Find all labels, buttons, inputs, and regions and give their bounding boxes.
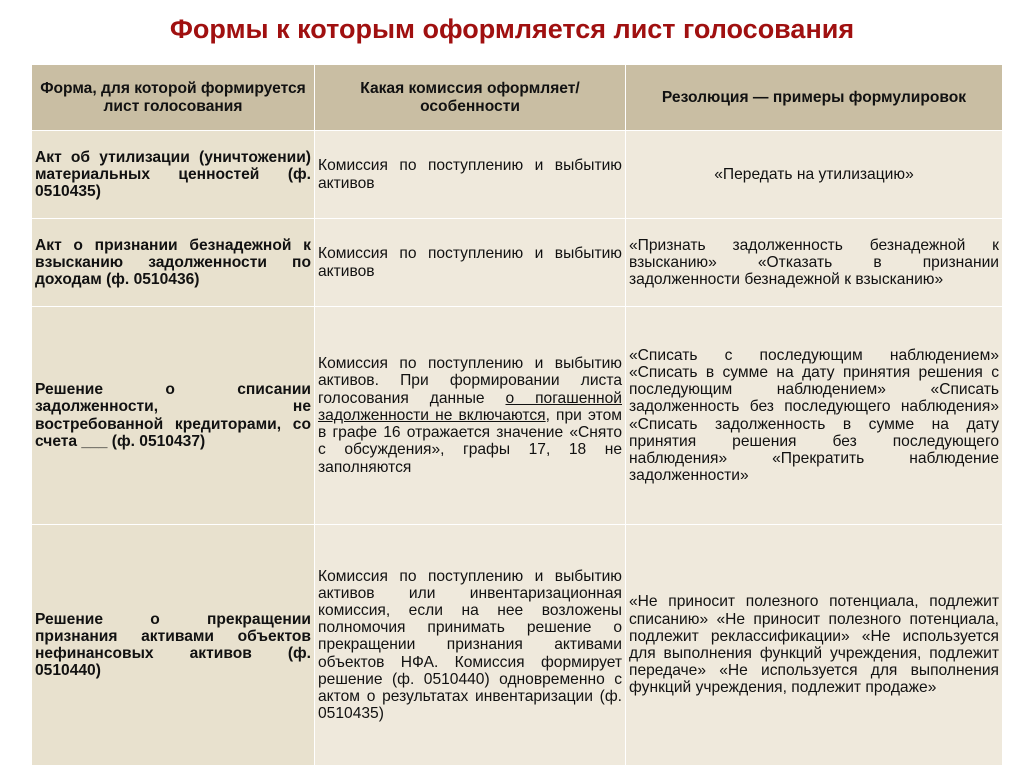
page-title: Формы к которым оформляется лист голосования [169, 14, 855, 44]
row-commission-cell: Комиссия по поступлению и выбытию активов [315, 131, 626, 219]
table-row [32, 307, 1003, 525]
table-row [32, 219, 1003, 307]
header-resolution: Резолюция — примеры формулировок [626, 65, 1003, 131]
row-commission-cell: Комиссия по поступлению и выбытию активов [315, 219, 626, 307]
voting-forms-table [31, 64, 1003, 766]
row-form-cell: Решение о прекращении признания активами объектов нефинансовых активов (ф. 0510440) [32, 525, 315, 766]
row-commission-cell: Комиссия по поступлению и выбытию активов или инвентаризационная комиссия, если на нее возложены полномочия принимать решение о прекращении признания активами объектов НФА. Комиссия формирует решение (ф. 0510440) одновременно с актом о результатах инвентаризации (ф. 0510435) [315, 525, 626, 766]
row-resolution-cell: «Признать задолженность безнадежной к взысканию» «Отказать в признании задолженности безнадежной к взысканию» [626, 219, 1003, 307]
row-resolution-cell: «Списать с последующим наблюдением» «Списать в сумме на дату принятия решения с последующим наблюдением» «Списать задолженность без последующего наблюдения» «Списать задолженность в сумме на дату принятия решения без последующего наблюдения» «Прекратить наблюдение задолженности» [626, 307, 1003, 525]
commission-underlined-text: о погашенной задолженности не включаются [318, 389, 622, 424]
commission-text: Комиссия по поступлению и выбытию активов. При формировании листа голосования данные [318, 355, 622, 407]
header-commission: Какая комиссия оформляет/особенности [315, 65, 626, 131]
header-form: Форма, для которой формируется лист голосования [32, 65, 315, 131]
row-resolution-cell: «Передать на утилизацию» [626, 131, 1003, 219]
commission-text: , при этом в графе 16 отражается значение «Снято с обсуждения», графы 17, 18 не заполняются [318, 406, 622, 476]
row-resolution-cell: «Не приносит полезного потенциала, подлежит списанию» «Не приносит полезного потенциала, подлежит реклассификации» «Не используется для выполнения функций учреждения, подлежит передаче» «Не используется для выполнения функций учреждения, подлежит продаже» [626, 525, 1003, 766]
table-row [32, 525, 1003, 766]
row-form-cell: Акт о признании безнадежной к взысканию задолженности по доходам (ф. 0510436) [32, 219, 315, 307]
header-row [32, 65, 1003, 131]
row-commission-cell [315, 307, 626, 525]
row-form-cell: Решение о списании задолженности, не востребованной кредиторами, со счета ___ (ф. 0510437) [32, 307, 315, 525]
table-row [32, 131, 1003, 219]
row-form-cell: Акт об утилизации (уничтожении) материальных ценностей (ф. 0510435) [32, 131, 315, 219]
